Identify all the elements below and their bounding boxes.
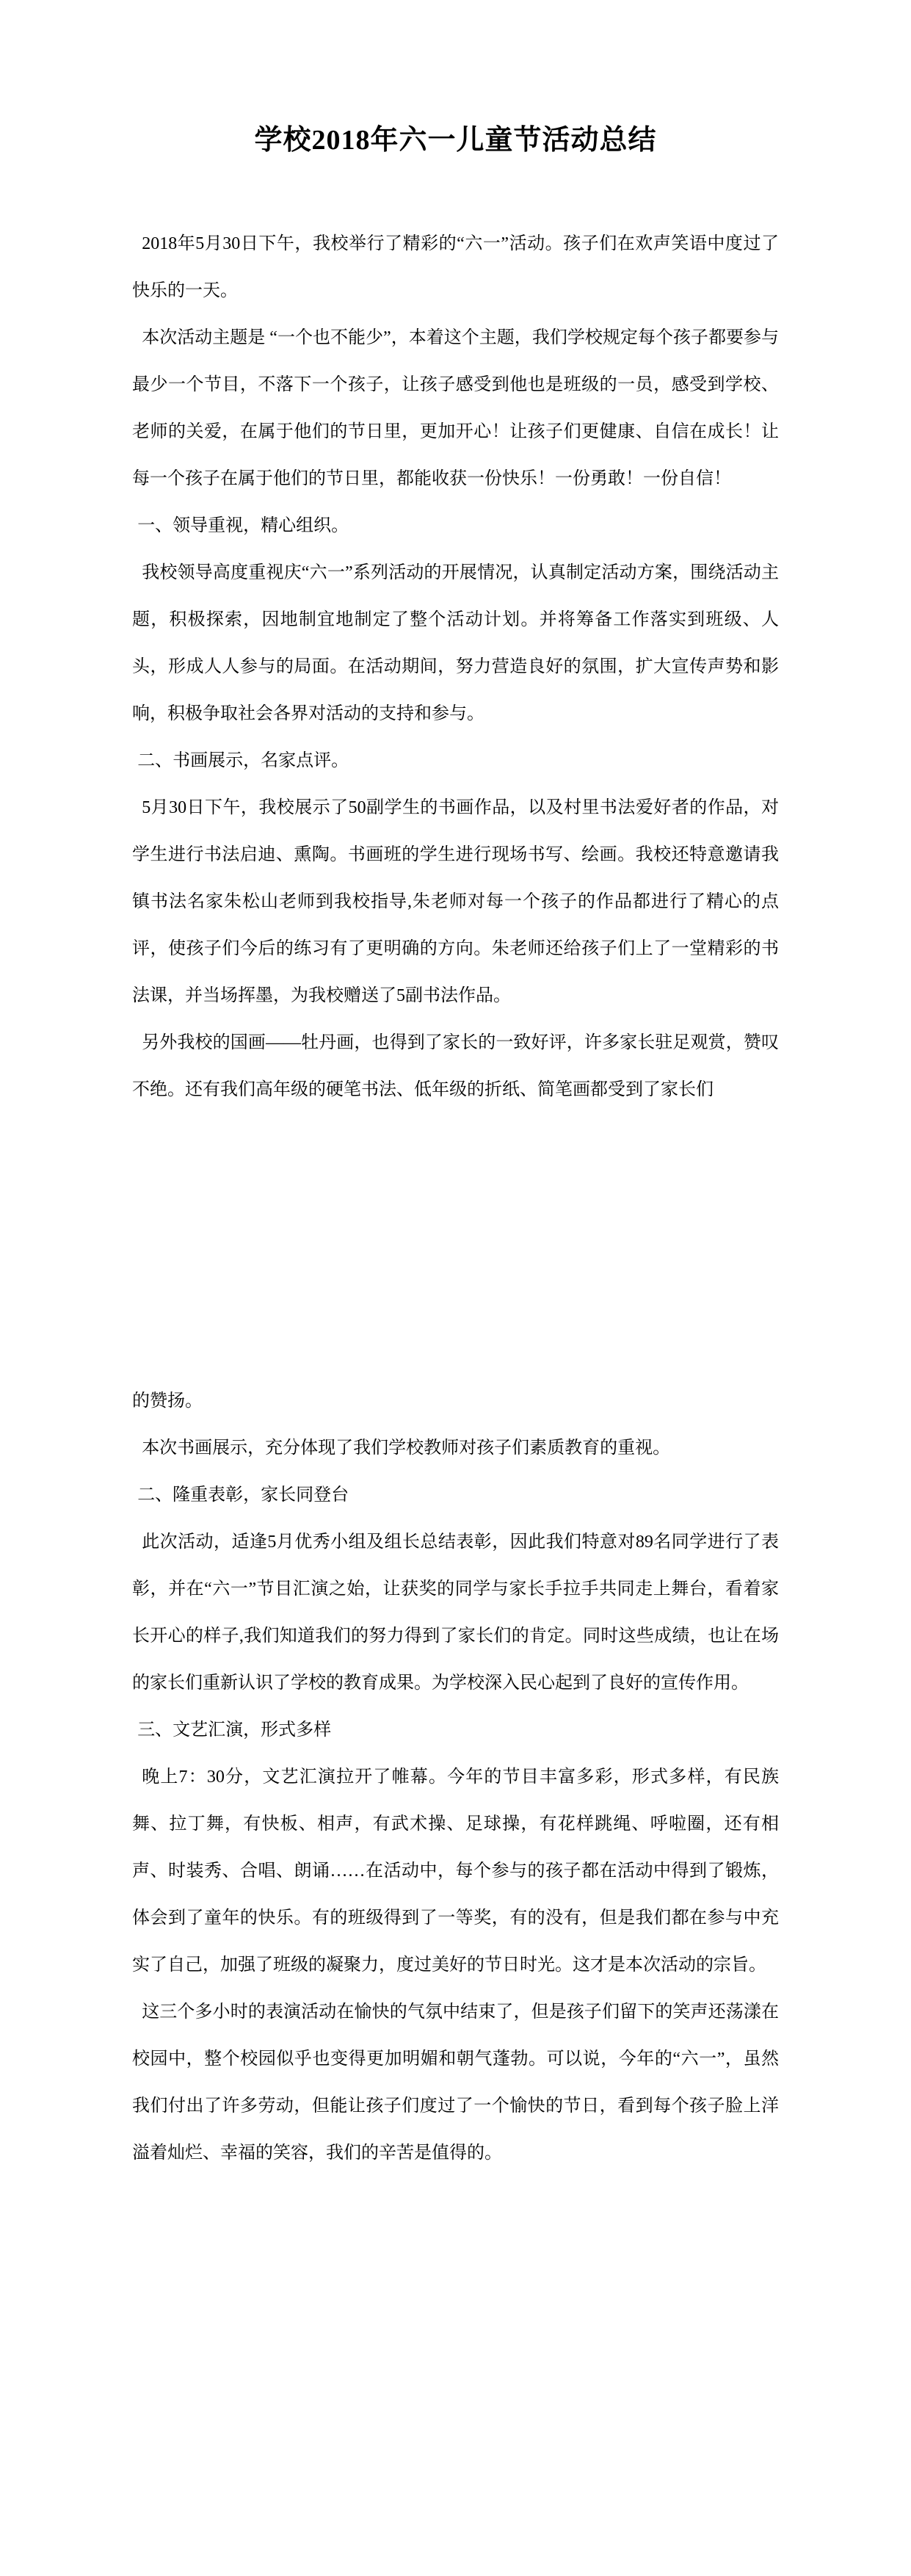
paragraph-intro: 2018年5月30日下午，我校举行了精彩的“六一”活动。孩子们在欢声笑语中度过了快乐的一天。 <box>132 234 779 300</box>
paragraph-commendation: 此次活动，适逢5月优秀小组及组长总结表彰，因此我们特意对89名同学进行了表彰，并在“六一”节目汇演之始，让获奖的同学与家长手拉手共同走上舞台，看着家长开心的样子,我们知道我们的努力得到了家长们的肯定。同时这些成绩，也让在场的家长们重新认识了学校的教育成果。为学校深入民心起到了良好的宣传作用。 <box>132 1533 779 1693</box>
paragraph-peony-painting-continuation: 的赞扬。 <box>132 1392 203 1411</box>
section-heading-2-calligraphy: 二、书画展示，名家点评。 <box>137 751 349 770</box>
section-heading-1-leadership: 一、领导重视，精心组织。 <box>137 516 349 535</box>
paragraph-theme: 本次活动主题是 “一个也不能少”，本着这个主题，我们学校规定每个孩子都要参与最少一个节目，不落下一个孩子，让孩子感受到他也是班级的一员，感受到学校、老师的关爱，在属于他们的节日里，更加开心！让孩子们更健康、自信在成长！让每一个孩子在属于他们的节日里，都能收获一份快乐！一份勇敢！一份自信！ <box>132 328 779 488</box>
section-heading-2-commendation: 二、隆重表彰，家长同登台 <box>137 1486 349 1505</box>
paragraph-closing: 这三个多小时的表演活动在愉快的气氛中结束了，但是孩子们留下的笑声还荡漾在校园中，整个校园似乎也变得更加明媚和朝气蓬勃。可以说，今年的“六一”，虽然我们付出了许多劳动，但能让孩子们度过了一个愉快的节日，看到每个孩子脸上洋溢着灿烂、幸福的笑容，我们的辛苦是值得的。 <box>132 2002 779 2163</box>
paragraph-peony-painting-part1: 另外我校的国画——牡丹画，也得到了家长的一致好评，许多家长驻足观赏，赞叹不绝。还有我们高年级的硬笔书法、低年级的折纸、简笔画都受到了家长们 <box>132 1033 779 1099</box>
paragraph-exhibit-summary: 本次书画展示，充分体现了我们学校教师对孩子们素质教育的重视。 <box>142 1439 671 1458</box>
section-heading-3-performance: 三、文艺汇演，形式多样 <box>137 1721 332 1740</box>
document-title: 学校2018年六一儿童节活动总结 <box>254 125 657 156</box>
paragraph-leadership: 我校领导高度重视庆“六一”系列活动的开展情况，认真制定活动方案，围绕活动主题，积极探索，因地制宜地制定了整个活动计划。并将筹备工作落实到班级、人头，形成人人参与的局面。在活动期间，努力营造良好的氛围，扩大宣传声势和影响，积极争取社会各界对活动的支持和参与。 <box>132 563 779 723</box>
paragraph-performance: 晚上7：30分，文艺汇演拉开了帷幕。今年的节目丰富多彩，形式多样，有民族舞、拉丁舞，有快板、相声，有武术操、足球操，有花样跳绳、呼啦圈，还有相声、时装秀、合唱、朗诵……在活动中，每个参与的孩子都在活动中得到了锻炼，体会到了童年的快乐。有的班级得到了一等奖，有的没有，但是我们都在参与中充实了自己，加强了班级的凝聚力，度过美好的节日时光。这才是本次活动的宗旨。 <box>132 1768 779 1975</box>
paragraph-calligraphy-exhibit: 5月30日下午，我校展示了50副学生的书画作品，以及村里书法爱好者的作品，对学生进行书法启迪、熏陶。书画班的学生进行现场书写、绘画。我校还特意邀请我镇书法名家朱松山老师到我校指导,朱老师对每一个孩子的作品都进行了精心的点评，使孩子们今后的练习有了更明确的方向。朱老师还给孩子们上了一堂精彩的书法课，并当场挥墨，为我校赠送了5副书法作品。 <box>132 798 779 1005</box>
page-break-gap <box>132 1113 779 1378</box>
